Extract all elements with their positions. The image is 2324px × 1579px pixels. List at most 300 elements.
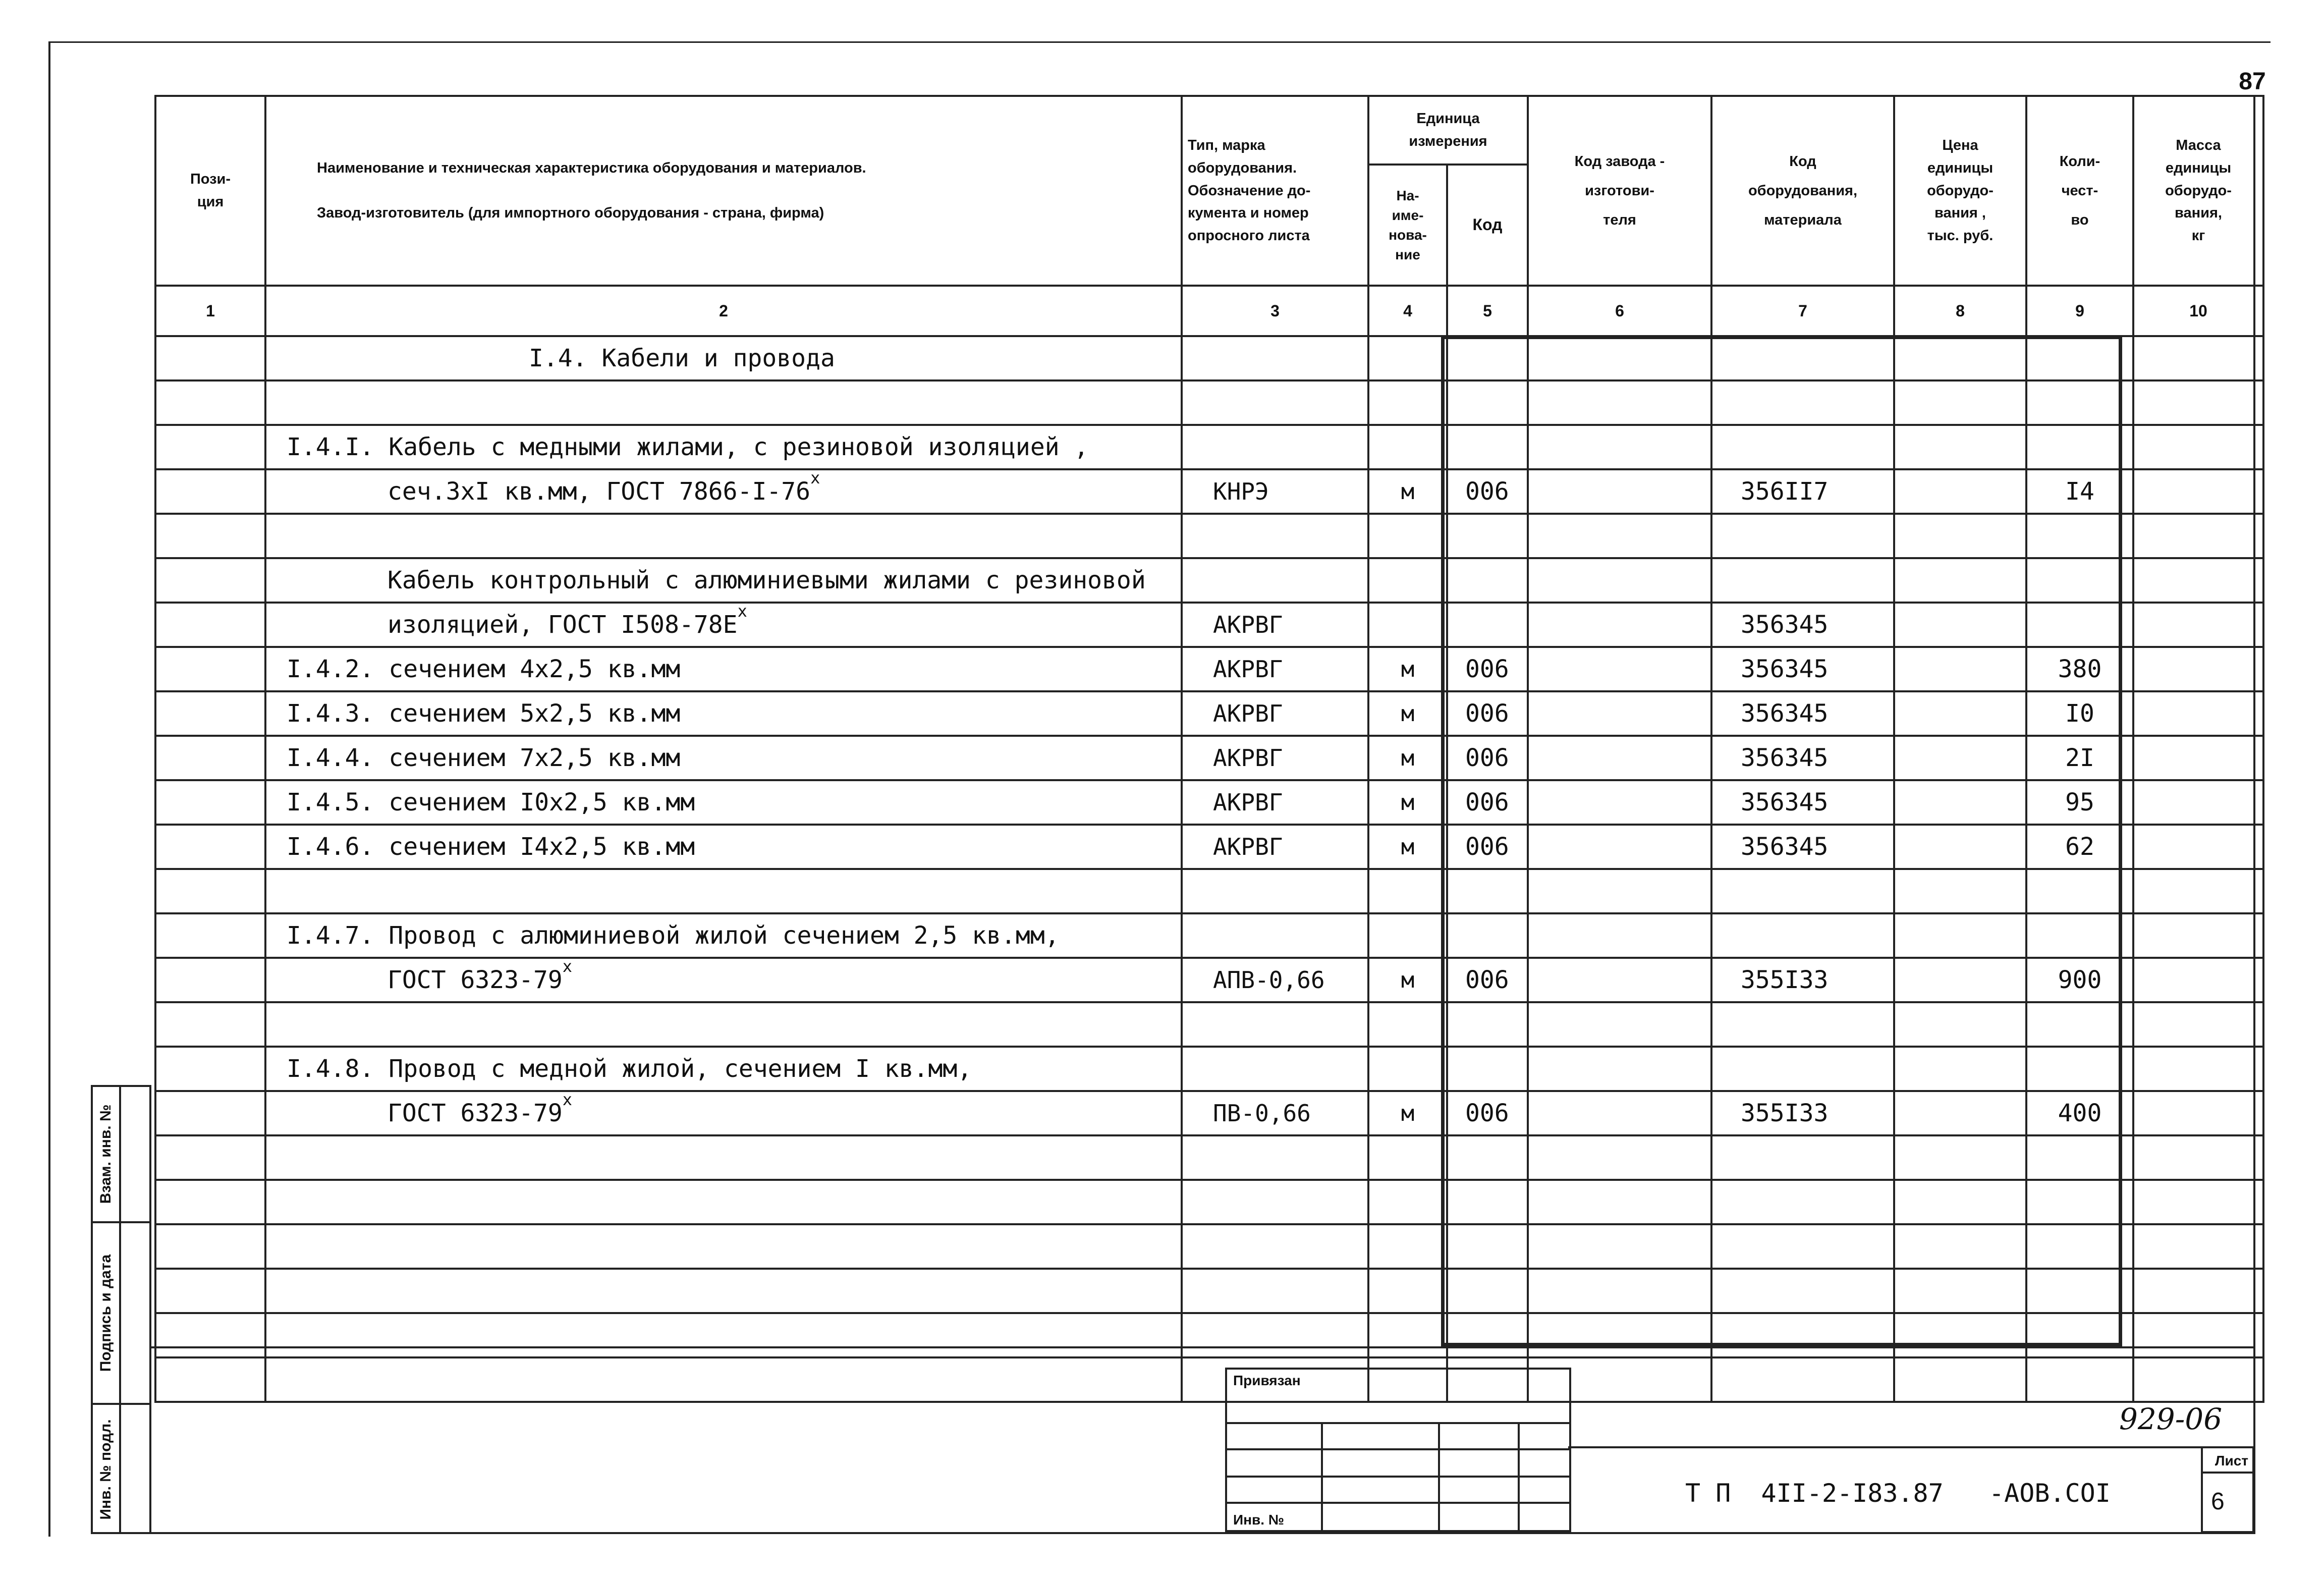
cell-c4 bbox=[1368, 1224, 1447, 1269]
cell-c10 bbox=[2133, 558, 2263, 603]
cell-c1 bbox=[155, 514, 265, 558]
cell-c1 bbox=[155, 1313, 265, 1357]
cell-c7 bbox=[1711, 647, 1894, 691]
cell-c3 bbox=[1182, 1135, 1368, 1180]
cell-c9 bbox=[2026, 736, 2133, 780]
cell-c3 bbox=[1182, 780, 1368, 825]
cell-c1 bbox=[155, 1224, 265, 1269]
cell-text: АКРВГ bbox=[1213, 789, 1283, 816]
cell-text: I.4.4. сечением 7х2,5 кв.мм bbox=[287, 744, 681, 772]
table-row bbox=[155, 1135, 2263, 1180]
header-factory-code: Код завода - изготови- теля bbox=[1528, 96, 1711, 286]
cell-c10 bbox=[2133, 1357, 2263, 1402]
cell-c2 bbox=[265, 913, 1182, 958]
table-row bbox=[155, 1357, 2263, 1402]
cell-c3 bbox=[1182, 603, 1368, 647]
cell-text: ГОСТ 6323-79 bbox=[388, 966, 563, 994]
cell-text: I4 bbox=[2065, 477, 2094, 506]
cell-text: 006 bbox=[1465, 788, 1509, 816]
cell-c7 bbox=[1711, 780, 1894, 825]
cell-c9 bbox=[2026, 1091, 2133, 1135]
cell-text: 356II7 bbox=[1741, 477, 1829, 506]
cell-c9 bbox=[2026, 958, 2133, 1002]
cell-c1 bbox=[155, 869, 265, 913]
cell-text: I.4.6. сечением I4х2,5 кв.мм bbox=[287, 833, 695, 861]
cell-c5 bbox=[1447, 336, 1528, 380]
table-row bbox=[155, 869, 2263, 913]
cell-c6 bbox=[1528, 603, 1711, 647]
cell-c3 bbox=[1182, 469, 1368, 514]
cell-c7 bbox=[1711, 736, 1894, 780]
cell-c1 bbox=[155, 1091, 265, 1135]
cell-c8 bbox=[1894, 1313, 2026, 1357]
cell-text: 95 bbox=[2065, 788, 2094, 816]
cell-c9 bbox=[2026, 825, 2133, 869]
cell-c4 bbox=[1368, 691, 1447, 736]
cell-c1 bbox=[155, 958, 265, 1002]
cell-c7 bbox=[1711, 558, 1894, 603]
cell-text: 006 bbox=[1465, 966, 1509, 994]
cell-c1 bbox=[155, 691, 265, 736]
left-stamp-sidebar bbox=[91, 1085, 151, 1534]
cell-c4 bbox=[1368, 1180, 1447, 1224]
cell-c9 bbox=[2026, 691, 2133, 736]
cell-c4 bbox=[1368, 1091, 1447, 1135]
table-row bbox=[155, 558, 2263, 603]
cell-c2 bbox=[265, 380, 1182, 425]
binding-stamp bbox=[1225, 1368, 1571, 1532]
header-name: Наименование и техническая характеристика оборудования и материалов. Завод-изготовитель (для импортного оборудования - страна, фирма) bbox=[265, 96, 1182, 286]
header-type: Тип, марка оборудования. Обозначение до- кумента и номер опросного листа bbox=[1182, 96, 1368, 286]
cell-c8 bbox=[1894, 425, 2026, 469]
cell-c7 bbox=[1711, 1047, 1894, 1091]
cell-c3 bbox=[1182, 869, 1368, 913]
cell-c6 bbox=[1528, 425, 1711, 469]
cell-c5 bbox=[1447, 1313, 1528, 1357]
table-row bbox=[155, 825, 2263, 869]
cell-c6 bbox=[1528, 647, 1711, 691]
cell-c6 bbox=[1528, 380, 1711, 425]
cell-c4 bbox=[1368, 869, 1447, 913]
cell-c2 bbox=[265, 958, 1182, 1002]
cell-c5 bbox=[1447, 691, 1528, 736]
cell-text: м bbox=[1401, 834, 1415, 860]
cell-c1 bbox=[155, 825, 265, 869]
cell-c3 bbox=[1182, 1269, 1368, 1313]
cell-c10 bbox=[2133, 1269, 2263, 1313]
cell-c10 bbox=[2133, 647, 2263, 691]
cell-c8 bbox=[1894, 380, 2026, 425]
cell-c9 bbox=[2026, 603, 2133, 647]
cell-c10 bbox=[2133, 1047, 2263, 1091]
cell-c2 bbox=[265, 1313, 1182, 1357]
cell-c2 bbox=[265, 691, 1182, 736]
column-number-5: 5 bbox=[1447, 286, 1528, 336]
cell-c4 bbox=[1368, 825, 1447, 869]
cell-c1 bbox=[155, 736, 265, 780]
cell-c10 bbox=[2133, 514, 2263, 558]
cell-c2 bbox=[265, 1224, 1182, 1269]
column-number-6: 6 bbox=[1528, 286, 1711, 336]
cell-c2 bbox=[265, 780, 1182, 825]
cell-c7 bbox=[1711, 1357, 1894, 1402]
cell-c4 bbox=[1368, 603, 1447, 647]
cell-text: сеч.3хI кв.мм, ГОСТ 7866-I-76 bbox=[388, 477, 811, 506]
cell-c2 bbox=[265, 825, 1182, 869]
cell-c5 bbox=[1447, 780, 1528, 825]
cell-c10 bbox=[2133, 425, 2263, 469]
cell-c8 bbox=[1894, 1224, 2026, 1269]
sidebar-vzam-cell bbox=[93, 1087, 149, 1223]
cell-c9 bbox=[2026, 1135, 2133, 1180]
cell-text: Кабель контрольный с алюминиевыми жилами с резиновой bbox=[388, 566, 1146, 594]
right-border bbox=[2253, 95, 2255, 1534]
stamp-inv-label: Инв. № bbox=[1233, 1512, 1285, 1528]
superscript-mark: х bbox=[562, 1090, 573, 1109]
cell-c2 bbox=[265, 425, 1182, 469]
cell-c5 bbox=[1447, 1002, 1528, 1047]
cell-text: I0 bbox=[2065, 699, 2094, 728]
cell-c3 bbox=[1182, 913, 1368, 958]
cell-c9 bbox=[2026, 514, 2133, 558]
column-number-3: 3 bbox=[1182, 286, 1368, 336]
cell-c6 bbox=[1528, 1047, 1711, 1091]
table-row bbox=[155, 469, 2263, 514]
table-row bbox=[155, 1224, 2263, 1269]
cell-c6 bbox=[1528, 1180, 1711, 1224]
cell-c9 bbox=[2026, 469, 2133, 514]
cell-c3 bbox=[1182, 1047, 1368, 1091]
cell-c4 bbox=[1368, 514, 1447, 558]
cell-c9 bbox=[2026, 869, 2133, 913]
cell-c6 bbox=[1528, 780, 1711, 825]
cell-c5 bbox=[1447, 469, 1528, 514]
cell-text: 380 bbox=[2058, 655, 2102, 683]
cell-c2 bbox=[265, 1002, 1182, 1047]
cell-c8 bbox=[1894, 1047, 2026, 1091]
cell-text: 006 bbox=[1465, 833, 1509, 861]
cell-c10 bbox=[2133, 736, 2263, 780]
cell-c6 bbox=[1528, 336, 1711, 380]
cell-c1 bbox=[155, 603, 265, 647]
sidebar-signature-cell bbox=[93, 1223, 149, 1405]
cell-c7 bbox=[1711, 1313, 1894, 1357]
cell-c7 bbox=[1711, 1135, 1894, 1180]
table-row bbox=[155, 336, 2263, 380]
cell-c7 bbox=[1711, 603, 1894, 647]
cell-c10 bbox=[2133, 913, 2263, 958]
cell-c9 bbox=[2026, 1002, 2133, 1047]
cell-c7 bbox=[1711, 913, 1894, 958]
cell-c1 bbox=[155, 425, 265, 469]
specification-table bbox=[154, 95, 2264, 1403]
cell-c7 bbox=[1711, 691, 1894, 736]
cell-c4 bbox=[1368, 736, 1447, 780]
cell-c8 bbox=[1894, 1135, 2026, 1180]
cell-c5 bbox=[1447, 603, 1528, 647]
cell-c6 bbox=[1528, 514, 1711, 558]
cell-c2 bbox=[265, 1047, 1182, 1091]
cell-c8 bbox=[1894, 1180, 2026, 1224]
cell-text: I.4.5. сечением I0х2,5 кв.мм bbox=[287, 788, 695, 816]
cell-c8 bbox=[1894, 1357, 2026, 1402]
cell-text: м bbox=[1401, 789, 1415, 815]
cell-c5 bbox=[1447, 869, 1528, 913]
cell-c2 bbox=[265, 647, 1182, 691]
sidebar-vzam-label: Взам. инв. № bbox=[97, 1104, 114, 1204]
cell-c7 bbox=[1711, 1091, 1894, 1135]
cell-text: 2I bbox=[2065, 744, 2094, 772]
cell-c6 bbox=[1528, 691, 1711, 736]
cell-c2 bbox=[265, 1357, 1182, 1402]
superscript-mark: х bbox=[810, 468, 820, 487]
cell-c2 bbox=[265, 514, 1182, 558]
cell-text: ГОСТ 6323-79 bbox=[388, 1099, 563, 1127]
cell-c7 bbox=[1711, 514, 1894, 558]
cell-c7 bbox=[1711, 825, 1894, 869]
cell-c4 bbox=[1368, 1002, 1447, 1047]
cell-c7 bbox=[1711, 869, 1894, 913]
cell-c8 bbox=[1894, 958, 2026, 1002]
cell-c10 bbox=[2133, 380, 2263, 425]
cell-c5 bbox=[1447, 1047, 1528, 1091]
cell-c3 bbox=[1182, 380, 1368, 425]
cell-c10 bbox=[2133, 869, 2263, 913]
cell-text: I.4.I. Кабель с медными жилами, с резиновой изоляцией , bbox=[287, 433, 1089, 461]
cell-text: 900 bbox=[2058, 966, 2102, 994]
cell-text: 356345 bbox=[1741, 655, 1829, 683]
cell-c10 bbox=[2133, 1091, 2263, 1135]
cell-c9 bbox=[2026, 1180, 2133, 1224]
cell-c8 bbox=[1894, 825, 2026, 869]
cell-c5 bbox=[1447, 514, 1528, 558]
cell-c10 bbox=[2133, 469, 2263, 514]
cell-c9 bbox=[2026, 1357, 2133, 1402]
cell-c3 bbox=[1182, 1180, 1368, 1224]
cell-text: 006 bbox=[1465, 1099, 1509, 1127]
cell-c2 bbox=[265, 603, 1182, 647]
cell-text: I.4.2. сечением 4х2,5 кв.мм bbox=[287, 655, 681, 683]
cell-c8 bbox=[1894, 647, 2026, 691]
title-code-line bbox=[1568, 1446, 2204, 1448]
cell-c10 bbox=[2133, 603, 2263, 647]
cell-c4 bbox=[1368, 780, 1447, 825]
cell-text: АКРВГ bbox=[1213, 744, 1283, 772]
column-number-8: 8 bbox=[1894, 286, 2026, 336]
cell-c3 bbox=[1182, 558, 1368, 603]
cell-c7 bbox=[1711, 1269, 1894, 1313]
cell-c8 bbox=[1894, 603, 2026, 647]
cell-c9 bbox=[2026, 780, 2133, 825]
cell-text: I.4.3. сечением 5х2,5 кв.мм bbox=[287, 699, 681, 728]
stamp-bound-label: Привязан bbox=[1233, 1373, 1301, 1388]
cell-text: ПВ-0,66 bbox=[1213, 1100, 1311, 1127]
header-equipment-code: Код оборудования, материала bbox=[1711, 96, 1894, 286]
cell-c1 bbox=[155, 1357, 265, 1402]
cell-c6 bbox=[1528, 736, 1711, 780]
cell-c1 bbox=[155, 647, 265, 691]
cell-c6 bbox=[1528, 1091, 1711, 1135]
cell-c9 bbox=[2026, 1269, 2133, 1313]
table-row bbox=[155, 780, 2263, 825]
cell-c9 bbox=[2026, 913, 2133, 958]
table-row bbox=[155, 958, 2263, 1002]
cell-text: м bbox=[1401, 478, 1415, 505]
cell-c5 bbox=[1447, 647, 1528, 691]
cell-text: 356345 bbox=[1741, 611, 1829, 639]
cell-c1 bbox=[155, 558, 265, 603]
title-code: Т П 4II-2-I83.87 -АОВ.СОI bbox=[1685, 1479, 2111, 1508]
cell-c3 bbox=[1182, 425, 1368, 469]
cell-c9 bbox=[2026, 1224, 2133, 1269]
cell-c5 bbox=[1447, 825, 1528, 869]
cell-c3 bbox=[1182, 1002, 1368, 1047]
cell-text: 006 bbox=[1465, 477, 1509, 506]
title-block-bottom-line bbox=[151, 1532, 2253, 1534]
sidebar-inv-cell bbox=[93, 1405, 149, 1534]
cell-c7 bbox=[1711, 1002, 1894, 1047]
cell-c3 bbox=[1182, 691, 1368, 736]
cell-c7 bbox=[1711, 336, 1894, 380]
cell-c1 bbox=[155, 913, 265, 958]
cell-c7 bbox=[1711, 469, 1894, 514]
table-row bbox=[155, 1091, 2263, 1135]
cell-c6 bbox=[1528, 1224, 1711, 1269]
cell-c4 bbox=[1368, 958, 1447, 1002]
cell-c9 bbox=[2026, 336, 2133, 380]
cell-c1 bbox=[155, 1135, 265, 1180]
corner-sheet-number: 87 bbox=[2239, 68, 2266, 95]
header-mass: Масса единицы оборудо- вания, кг bbox=[2133, 96, 2263, 286]
cell-c8 bbox=[1894, 336, 2026, 380]
cell-c1 bbox=[155, 380, 265, 425]
cell-c4 bbox=[1368, 1047, 1447, 1091]
header-unit-name: На- име- нова- ние bbox=[1368, 165, 1447, 286]
cell-text: I.4.7. Провод с алюминиевой жилой сечением 2,5 кв.мм, bbox=[287, 921, 1060, 950]
cell-c3 bbox=[1182, 647, 1368, 691]
cell-c7 bbox=[1711, 1180, 1894, 1224]
cell-c2 bbox=[265, 1135, 1182, 1180]
table-row bbox=[155, 1269, 2263, 1313]
cell-text: АКРВГ bbox=[1213, 656, 1283, 683]
cell-c5 bbox=[1447, 380, 1528, 425]
superscript-mark: х bbox=[562, 957, 573, 976]
cell-c1 bbox=[155, 469, 265, 514]
sheet-label: Лист bbox=[2203, 1448, 2252, 1474]
cell-text: изоляцией, ГОСТ I508-78Е bbox=[388, 611, 738, 639]
cell-c5 bbox=[1447, 736, 1528, 780]
table-row bbox=[155, 691, 2263, 736]
cell-c3 bbox=[1182, 514, 1368, 558]
cell-c3 bbox=[1182, 736, 1368, 780]
cell-text: м bbox=[1401, 1100, 1415, 1126]
cell-c3 bbox=[1182, 958, 1368, 1002]
cell-text: м bbox=[1401, 656, 1415, 682]
cell-c10 bbox=[2133, 336, 2263, 380]
cell-c6 bbox=[1528, 913, 1711, 958]
sheet-number: 6 bbox=[2211, 1488, 2225, 1515]
cell-text: 355I33 bbox=[1741, 1099, 1829, 1127]
table-row bbox=[155, 913, 2263, 958]
cell-c9 bbox=[2026, 425, 2133, 469]
table-row bbox=[155, 603, 2263, 647]
cell-c1 bbox=[155, 1269, 265, 1313]
cell-c8 bbox=[1894, 1269, 2026, 1313]
cell-c4 bbox=[1368, 647, 1447, 691]
cell-c10 bbox=[2133, 691, 2263, 736]
cell-c6 bbox=[1528, 1313, 1711, 1357]
cell-c10 bbox=[2133, 1313, 2263, 1357]
cell-text: АКРВГ bbox=[1213, 611, 1283, 638]
cell-c7 bbox=[1711, 958, 1894, 1002]
cell-c4 bbox=[1368, 913, 1447, 958]
cell-c7 bbox=[1711, 425, 1894, 469]
cell-c3 bbox=[1182, 1313, 1368, 1357]
cell-c10 bbox=[2133, 1135, 2263, 1180]
header-unit-code: Код bbox=[1447, 165, 1528, 286]
cell-c10 bbox=[2133, 1180, 2263, 1224]
cell-c10 bbox=[2133, 958, 2263, 1002]
cell-c9 bbox=[2026, 380, 2133, 425]
cell-c8 bbox=[1894, 869, 2026, 913]
cell-c8 bbox=[1894, 469, 2026, 514]
cell-c5 bbox=[1447, 1224, 1528, 1269]
cell-c2 bbox=[265, 558, 1182, 603]
cell-c3 bbox=[1182, 1224, 1368, 1269]
cell-c5 bbox=[1447, 958, 1528, 1002]
cell-c2 bbox=[265, 1269, 1182, 1313]
cell-c10 bbox=[2133, 1002, 2263, 1047]
table-row bbox=[155, 647, 2263, 691]
cell-c2 bbox=[265, 469, 1182, 514]
cell-c4 bbox=[1368, 1313, 1447, 1357]
column-number-10: 10 bbox=[2133, 286, 2263, 336]
cell-c6 bbox=[1528, 1269, 1711, 1313]
header-unit: Единица измерения bbox=[1368, 96, 1528, 165]
column-number-7: 7 bbox=[1711, 286, 1894, 336]
column-number-1: 1 bbox=[155, 286, 265, 336]
cell-text: I.4.8. Провод с медной жилой, сечением I кв.мм, bbox=[287, 1055, 972, 1083]
cell-c5 bbox=[1447, 1135, 1528, 1180]
sheet-box bbox=[2201, 1446, 2254, 1533]
cell-c8 bbox=[1894, 514, 2026, 558]
cell-c4 bbox=[1368, 1135, 1447, 1180]
cell-c5 bbox=[1447, 1180, 1528, 1224]
cell-text: 006 bbox=[1465, 744, 1509, 772]
cell-c9 bbox=[2026, 647, 2133, 691]
cell-text: 356345 bbox=[1741, 744, 1829, 772]
cell-text: м bbox=[1401, 745, 1415, 771]
cell-c9 bbox=[2026, 1313, 2133, 1357]
cell-c5 bbox=[1447, 913, 1528, 958]
cell-text: м bbox=[1401, 967, 1415, 993]
table-row bbox=[155, 1180, 2263, 1224]
cell-c5 bbox=[1447, 425, 1528, 469]
cell-c5 bbox=[1447, 1091, 1528, 1135]
superscript-mark: х bbox=[737, 602, 747, 621]
cell-c9 bbox=[2026, 1047, 2133, 1091]
table-row bbox=[155, 1313, 2263, 1357]
cell-text: 006 bbox=[1465, 699, 1509, 728]
cell-text: 006 bbox=[1465, 655, 1509, 683]
cell-c7 bbox=[1711, 380, 1894, 425]
document-number: 929-06 bbox=[2119, 1402, 2223, 1436]
cell-c10 bbox=[2133, 1224, 2263, 1269]
cell-c9 bbox=[2026, 558, 2133, 603]
cell-text: I.4. Кабели и провода bbox=[529, 344, 835, 372]
cell-c7 bbox=[1711, 1224, 1894, 1269]
cell-c2 bbox=[265, 1091, 1182, 1135]
